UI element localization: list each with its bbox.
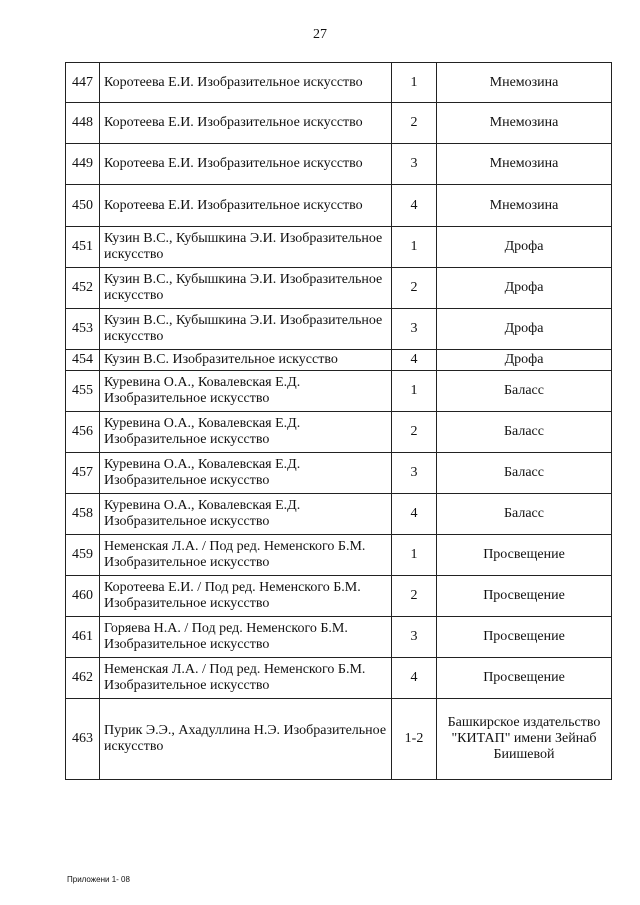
grade: 1 xyxy=(392,371,437,412)
grade: 1-2 xyxy=(392,699,437,780)
publisher: Дрофа xyxy=(437,227,612,268)
row-number: 458 xyxy=(66,494,100,535)
row-number: 447 xyxy=(66,63,100,103)
publisher: Просвещение xyxy=(437,576,612,617)
grade: 1 xyxy=(392,227,437,268)
grade: 3 xyxy=(392,617,437,658)
row-number: 451 xyxy=(66,227,100,268)
book-title: Горяева Н.А. / Под ред. Неменского Б.М. Изобразительное искусство xyxy=(100,617,392,658)
row-number: 460 xyxy=(66,576,100,617)
book-title: Неменская Л.А. / Под ред. Неменского Б.М. Изобразительное искусство xyxy=(100,535,392,576)
book-title: Кузин В.С., Кубышкина Э.И. Изобразительное искусство xyxy=(100,309,392,350)
publisher: Дрофа xyxy=(437,309,612,350)
grade: 2 xyxy=(392,103,437,144)
row-number: 448 xyxy=(66,103,100,144)
table-row xyxy=(66,350,612,371)
book-title: Коротеева Е.И. Изобразительное искусство xyxy=(100,103,392,144)
grade: 4 xyxy=(392,658,437,699)
book-title: Кузин В.С. Изобразительное искусство xyxy=(100,350,392,371)
row-number: 463 xyxy=(66,699,100,780)
grade: 3 xyxy=(392,144,437,185)
row-number: 461 xyxy=(66,617,100,658)
publisher: Мнемозина xyxy=(437,185,612,227)
book-title: Коротеева Е.И. Изобразительное искусство xyxy=(100,185,392,227)
grade: 3 xyxy=(392,453,437,494)
book-title: Коротеева Е.И. Изобразительное искусство xyxy=(100,144,392,185)
publisher: Баласс xyxy=(437,453,612,494)
textbook-table-body xyxy=(66,63,612,780)
table-row xyxy=(66,412,612,453)
row-number: 450 xyxy=(66,185,100,227)
grade: 2 xyxy=(392,412,437,453)
grade: 4 xyxy=(392,185,437,227)
grade: 2 xyxy=(392,268,437,309)
book-title: Куревина О.А., Ковалевская Е.Д. Изобразительное искусство xyxy=(100,371,392,412)
book-title: Неменская Л.А. / Под ред. Неменского Б.М. Изобразительное искусство xyxy=(100,658,392,699)
row-number: 459 xyxy=(66,535,100,576)
grade: 1 xyxy=(392,63,437,103)
publisher: Башкирское издательство "КИТАП" имени Зейнаб Биишевой xyxy=(437,699,612,780)
table-row xyxy=(66,103,612,144)
textbook-table xyxy=(65,62,612,780)
table-row xyxy=(66,576,612,617)
publisher: Мнемозина xyxy=(437,144,612,185)
table-row xyxy=(66,453,612,494)
grade: 4 xyxy=(392,494,437,535)
row-number: 462 xyxy=(66,658,100,699)
table-row xyxy=(66,185,612,227)
grade: 1 xyxy=(392,535,437,576)
book-title: Куревина О.А., Ковалевская Е.Д. Изобразительное искусство xyxy=(100,453,392,494)
table-row xyxy=(66,494,612,535)
row-number: 457 xyxy=(66,453,100,494)
publisher: Просвещение xyxy=(437,535,612,576)
publisher: Дрофа xyxy=(437,268,612,309)
table-row xyxy=(66,227,612,268)
publisher: Баласс xyxy=(437,371,612,412)
grade: 2 xyxy=(392,576,437,617)
book-title: Кузин В.С., Кубышкина Э.И. Изобразительное искусство xyxy=(100,227,392,268)
book-title: Коротеева Е.И. / Под ред. Неменского Б.М. Изобразительное искусство xyxy=(100,576,392,617)
row-number: 452 xyxy=(66,268,100,309)
book-title: Коротеева Е.И. Изобразительное искусство xyxy=(100,63,392,103)
row-number: 455 xyxy=(66,371,100,412)
footer-note: Приложени 1- 08 xyxy=(67,875,130,884)
publisher: Баласс xyxy=(437,412,612,453)
table-row xyxy=(66,144,612,185)
grade: 3 xyxy=(392,309,437,350)
page-number: 27 xyxy=(313,27,327,42)
table-row xyxy=(66,658,612,699)
publisher: Просвещение xyxy=(437,617,612,658)
table-row xyxy=(66,309,612,350)
row-number: 456 xyxy=(66,412,100,453)
row-number: 454 xyxy=(66,350,100,371)
publisher: Баласс xyxy=(437,494,612,535)
table-row xyxy=(66,699,612,780)
row-number: 453 xyxy=(66,309,100,350)
publisher: Просвещение xyxy=(437,658,612,699)
book-title: Куревина О.А., Ковалевская Е.Д. Изобразительное искусство xyxy=(100,494,392,535)
table-row xyxy=(66,268,612,309)
publisher: Мнемозина xyxy=(437,103,612,144)
table-row xyxy=(66,617,612,658)
table-row xyxy=(66,535,612,576)
publisher: Дрофа xyxy=(437,350,612,371)
row-number: 449 xyxy=(66,144,100,185)
table-row xyxy=(66,371,612,412)
table-row xyxy=(66,63,612,103)
grade: 4 xyxy=(392,350,437,371)
publisher: Мнемозина xyxy=(437,63,612,103)
book-title: Кузин В.С., Кубышкина Э.И. Изобразительное искусство xyxy=(100,268,392,309)
book-title: Куревина О.А., Ковалевская Е.Д. Изобразительное искусство xyxy=(100,412,392,453)
book-title: Пурик Э.Э., Ахадуллина Н.Э. Изобразительное искусство xyxy=(100,699,392,780)
